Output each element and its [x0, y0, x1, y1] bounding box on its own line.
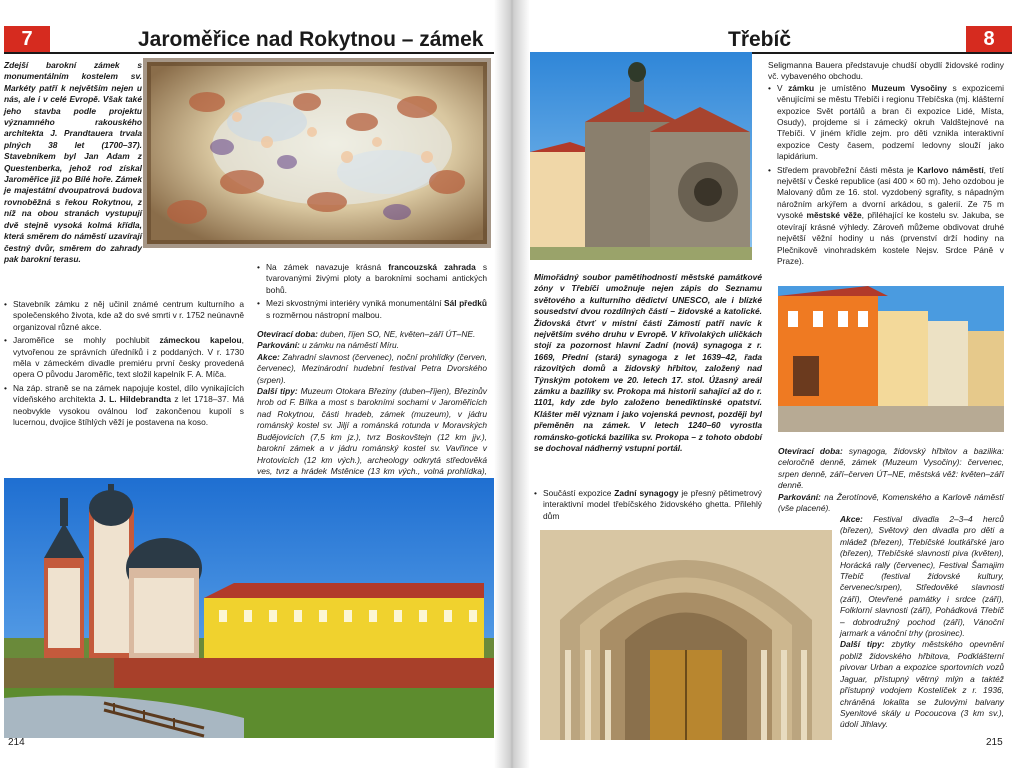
synagogue-bullet — [534, 488, 762, 524]
castle-photo — [4, 478, 494, 738]
list-item: • Mezi skvostnými interiéry vyniká monumentální Sál předků s rozměrnou nástropní malbou. — [257, 298, 487, 321]
right-column-text — [257, 262, 487, 489]
left-column-text — [4, 299, 244, 430]
page-title: Třebíč — [728, 28, 792, 51]
page-title: Jaroměřice nad Rokytnou – zámek — [138, 28, 484, 51]
list-item: • Na záp. straně se na zámek napojuje kostel, dílo vynikajících vídeňského architekta J. L. Hildebrandta z let 1718–37. Má neobvykle vysokou oválnou loď zakončenou kupolí s lucernou, dvojice štíhlých věží je postavena na koso. — [4, 383, 244, 429]
info-line: Akce: Zahradní slavnost (červenec), noční prohlídky (červen, červenec), Mezinárodní hudební festival Petra Dvorského (srpen). — [257, 351, 487, 385]
list-item: • Na zámek navazuje krásná francouzská zahrada s tvarovanými živými ploty a barokními sochami antických bohů. — [257, 262, 487, 296]
ceiling-fresco-photo — [147, 62, 487, 244]
info-block-bottom — [840, 514, 1004, 731]
list-item: • Středem pravobřežní části města je Karlovo náměstí, třetí největší v České republice (asi 400 × 60 m). Jeho ozdobou je Malovaný dům ze 16. stol. vyzdobený sgrafity, s nápadným nárožním arkýřem a dvorní arkádou, s galerií. Ze 75 m vysoké městské věže, přiléhající ke kostelu sv. Jakuba, se otevírají krásné výhledy. Zároveň můžeme obdivovat druhé největší věžní hodiny u nás (prvenství drží hodiny na Plečnikově vinohradském kostele Nejsv. Srdce Páně v Praze). — [768, 165, 1004, 268]
info-line: Další tipy: zbytky městského opevnění poblíž židovského hřbitova, Podklášterní pivovar Urban a expozice sportovních vozů Jaguar, přístupný větrný mlýn a taktéž přístupný vodojem Kostelíček z r. 1936, chráněná lokalita se žulovými balvany Syenitové skály u Pocoucova (3 km sv.), údolí Jihlavy. — [840, 639, 1004, 730]
info-line: Parkování: u zámku na náměstí Míru. — [257, 340, 399, 351]
info-line: Parkování: na Žerotínově, Komenského a Karlově náměstí (vše placené). — [778, 491, 1004, 514]
page-number: 215 — [986, 737, 1003, 748]
list-item: • Jaroměřice se mohly pochlubit zámeckou kapelou, vytvořenou ze správních úředníků i z poddaných. V r. 1730 měla v zámeckém divadle premiéru první česky provedená opera O původu Jaroměřic, text složil kapelník F. A. Míča. — [4, 335, 244, 381]
right-page — [530, 0, 1024, 768]
top-right-text — [768, 60, 1004, 269]
square-photo — [778, 286, 1004, 432]
info-line: Další tipy: Muzeum Otokara Březiny (duben–říjen), Březinův hrob od F. Bílka a most s barokními sochami v Jaroměřicích nad Rokytnou, části hradeb, zámek (muzeum), v jádru románský kostel sv. Jiljí a románská rotunda v Moravských Budějovicích (7,5 km jz.), tvrz Boskovštejn (12 km jjv.), barokní zámek a v jádru románský kostel sv. Vavřince v Hrotovicích (12 km vých.), archeology odkrytá středověká ves, tvrz a hrádek Mstěnice (13 km vých., volná prohlídka), — [257, 386, 487, 476]
intro-text — [4, 60, 142, 264]
list-item: • V zámku je umístěno Muzeum Vysočiny s expozicemi věnujícími se městu Třebíči i regionu Třebíčska (mj. klášterní expozice Svět portálů a bran či expozice Lidé, Místa, Osudy), projdeme si i zámecký okruh Valdštejnové na Třebíči. V jiném křídle zejm. pro děti vznikla interaktivní expozice Cesty časem, podzemí ledovny slouží jako lapidárium. — [768, 83, 1004, 163]
info-line: Otevírací doba: duben, říjen SO, NE, květen–září ÚT–NE. — [257, 329, 476, 340]
section-number-badge: 7 — [4, 26, 50, 52]
book-gutter — [494, 0, 530, 768]
intro-paragraph: Mimořádný soubor pamětihodností městské památkové zóny v Třebíči umožnuje nejen zápis do Seznamu světového a kulturního dědictví UNESCO, ale i blízké sousedství dvou rozdílných částí – židovské a katolické. Židovská čtvrť v místní části Zámostí patří navíc k největším svého druhu v Evropě. V křivolakých uličkách stojí za pozornost hlavní Zadní (nová) synagoga z r. 1669, Přední (stará) synagoga z let 1639–42, řada rázovitých domů a židovský hřbitov, založený nad Týnským potokem ve 20. letech 17. stol. Úžasný areál zámku a baziliky sv. Prokopa má historii sahající až do r. 1101, kdy zde bylo založeno benediktinské opatství. Klášter měl význam i jako vojenská pevnost, později byl přeměněn na zámek. V letech 1240–60 vyrostla románsko-gotická bazilika sv. Prokopa – z tohoto období se dochoval nádherný vstupní portál. — [534, 272, 762, 454]
info-block-top — [778, 446, 1004, 514]
title-rule — [4, 52, 494, 54]
page-number: 214 — [8, 737, 25, 748]
bullet-list — [768, 83, 1004, 268]
bullet-list — [4, 299, 244, 428]
info-line: Otevírací doba: synagoga, židovský hřbitov a bazilika: celoročně denně, zámek (Muzeum Vysočiny): červenec, srpen denně, září–červen ÚT–NE, městská věž: květen–září denně. — [778, 446, 1004, 491]
bullet-list — [257, 262, 487, 321]
left-page — [0, 0, 494, 768]
bullet-list — [534, 488, 762, 522]
list-item: • Stavebník zámku z něj učinil známé centrum kulturního a společenského života, kde až do své smrti v r. 1752 neúnavně organizoval různé akce. — [4, 299, 244, 333]
info-line: Akce: Festival divadla 2–3–4 herců (březen), Světový den divadla pro děti a mládež (březen), Třebíčské loutkářské jaro (březen), Třebíčské slavnosti piva (květen), Horácká rally (červenec), Festival Šamajim Třebíč (festival židovské kultury, červenec/srpen), Středověké slavnosti (září), Otevřené památky i srdce (září), Folklorní slavnosti (září), Pohádková Třebíč – dobrodružný pochod (září), Vánoční jarmark a vánoční trhy (prosinec). — [840, 514, 1004, 639]
basilica-photo — [530, 52, 752, 260]
intro-text — [534, 272, 762, 455]
list-item: • Součástí expozice Zadní synagogy je přesný pětimetrový interaktivní model třebíčského židovského ghetta. Přilehlý dům — [534, 488, 762, 522]
paragraph: Seligmanna Bauera představuje chudší obydlí židovské rodiny vč. vybaveného obchodu. — [768, 60, 1004, 82]
portal-photo — [540, 530, 832, 740]
intro-paragraph: Zdejší barokní zámek s monumentálním kostelem sv. Markéty patří k největším nejen u nás, ale i v celé Evropě. Však také jeho stavba podle projektu významného rakouského architekta J. Prandtauera trvala plných 38 let (1700–37). Stavebníkem byl Jan Adam z Questenberka, jehož rod získal Jaroměřice již po Bílé hoře. Zámek je majestátní dvoupatrová budova rovnoběžná s řekou Rokytnou, z níž na obou stranách vystupují dvě stejně vysoká kolmá křídla, která směrem do náměstí uzavírají čestný dvůr, směrem do zahrady pak barokní terasu. — [4, 60, 142, 264]
section-number-badge: 8 — [966, 26, 1012, 52]
